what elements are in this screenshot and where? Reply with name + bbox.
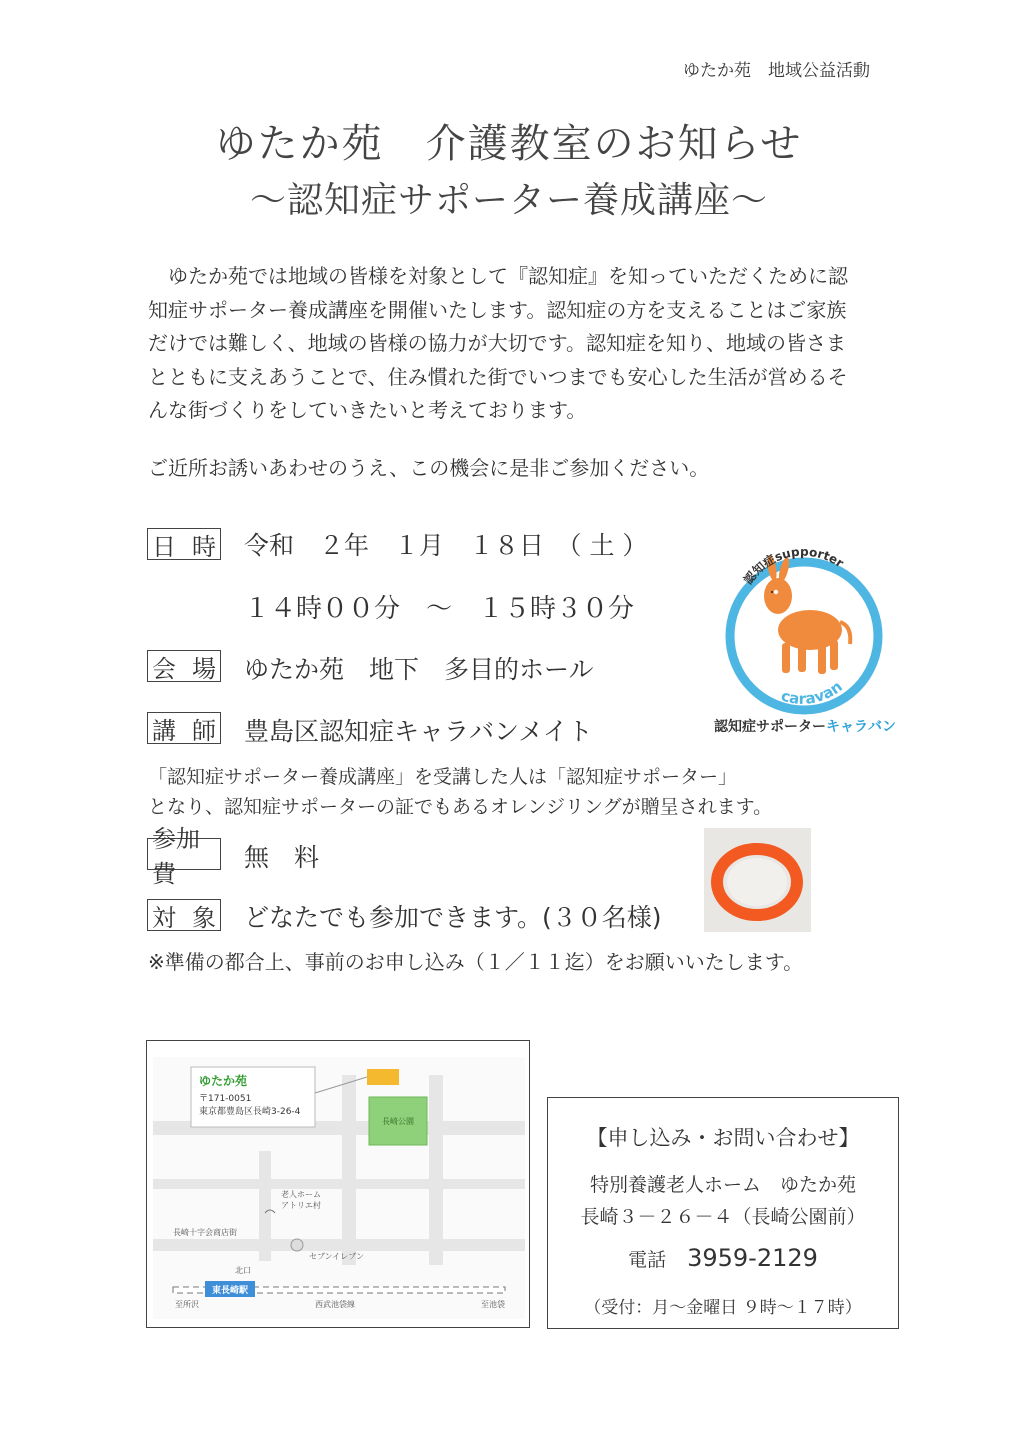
time-value: １４時００分 ～ １５時３０分 (244, 594, 635, 624)
label-char: 象 (192, 903, 216, 932)
target-label (147, 899, 221, 931)
contact-phone (547, 1244, 899, 1272)
contact-hours: （受付：月～金曜日 ９時～１７時） (584, 1298, 862, 1318)
venue-label (147, 650, 221, 682)
logo-caption-main: 認知症サポーター (714, 719, 826, 735)
invite-text: ご近所お誘いあわせのうえ、この機会に是非ご参加ください。 (148, 456, 710, 480)
fee-value: 無 料 (244, 843, 320, 872)
caravan-logo-graphic (712, 548, 898, 716)
map-exit-label: 北口 (235, 1266, 251, 1275)
contact-address: 長崎３－２６－４（長崎公園前） (580, 1206, 866, 1228)
map-station-label: 東長崎駅 (211, 1286, 249, 1296)
label-char: 講 (152, 716, 176, 745)
intro-line: んな街づくりをしていきたいと考えております。 (148, 398, 587, 422)
logo-ring-text-bottom: caravan (778, 677, 846, 708)
intro-line: だけでは難しく、地域の皆様の協力が大切です。認知症を知り、地域の皆さま (148, 331, 846, 355)
header-tag: ゆたか苑 地域公益活動 (683, 61, 870, 81)
label-char: 場 (192, 654, 216, 683)
supporter-note-line: 「認知症サポーター養成講座」を受講した人は「認知症サポーター」 (148, 766, 738, 788)
intro-line: 知症サポーター養成講座を開催いたします。認知症の方を支えることはご家族 (148, 297, 847, 322)
label-char: 日 (152, 532, 176, 561)
date-label (147, 528, 221, 560)
map-line-name: 西武池袋線 (315, 1300, 355, 1309)
phone-number: 3959-2129 (687, 1244, 818, 1272)
orange-ring-icon (704, 828, 811, 932)
map-facility-name: ゆたか苑 (199, 1074, 248, 1088)
target-value: どなたでも参加できます。(３０名様) (244, 903, 662, 932)
label-char: 時 (192, 532, 216, 561)
phone-label: 電話 (628, 1249, 667, 1271)
map-graphic (147, 1041, 528, 1326)
page-subtitle: ～認知症サポーター養成講座～ (249, 180, 768, 221)
map-direction-left: 至所沢 (175, 1300, 199, 1309)
date-value: 令和 ２年 １月 １８日 （ 土 ） (244, 531, 648, 560)
caravan-logo (712, 548, 898, 720)
contact-heading: 【申し込み・お問い合わせ】 (586, 1126, 860, 1150)
map-shopping-street: 長崎十字会商店街 (173, 1228, 237, 1237)
label-char: 師 (192, 716, 216, 745)
contact-facility: 特別養護老人ホーム ゆたか苑 (589, 1174, 856, 1196)
map-direction-right: 至池袋 (481, 1300, 505, 1309)
map-postal: 〒171-0051 (199, 1094, 252, 1104)
label-char: 会 (152, 654, 176, 683)
label-char: 対 (152, 903, 176, 932)
intro-paragraph (148, 260, 868, 428)
map-nursing-home-label: アトリエ村 (281, 1201, 321, 1210)
reservation-note: ※準備の都合上、事前のお申し込み（１／１１迄）をお願いいたします。 (148, 950, 804, 974)
logo-ring-text-top: 認知症supporter (740, 548, 847, 587)
orange-ring-photo (704, 828, 811, 932)
page-title: ゆたか苑 介護教室のお知らせ (215, 121, 803, 167)
convenience-store-icon (291, 1239, 303, 1251)
intro-line: とともに支えあうことで、住み慣れた街でいつまでも安心した生活が営めるそ (148, 364, 848, 389)
label-text: 参加費 (152, 825, 200, 888)
venue-value: ゆたか苑 地下 多目的ホール (244, 655, 594, 684)
logo-caption-accent: キャラバン (826, 719, 896, 735)
logo-caption (712, 716, 898, 736)
map-address: 東京都豊島区長崎3-26-4 (199, 1107, 301, 1117)
map-convenience-store: セブンイレブン (309, 1252, 364, 1261)
fee-label (147, 825, 221, 888)
map-nursing-home-label: 老人ホーム (281, 1190, 321, 1199)
facility-marker (367, 1069, 399, 1085)
map-park-label: 長崎公園 (382, 1117, 414, 1126)
intro-line: ゆたか苑では地域の皆様を対象として『認知症』を知っていただくために認 (168, 264, 848, 288)
lecturer-label (147, 712, 221, 744)
lecturer-value: 豊島区認知症キャラバンメイト (244, 717, 593, 746)
supporter-note-line: となり、認知症サポーターの証でもあるオレンジリングが贈呈されます。 (148, 796, 773, 818)
access-map (146, 1040, 530, 1328)
